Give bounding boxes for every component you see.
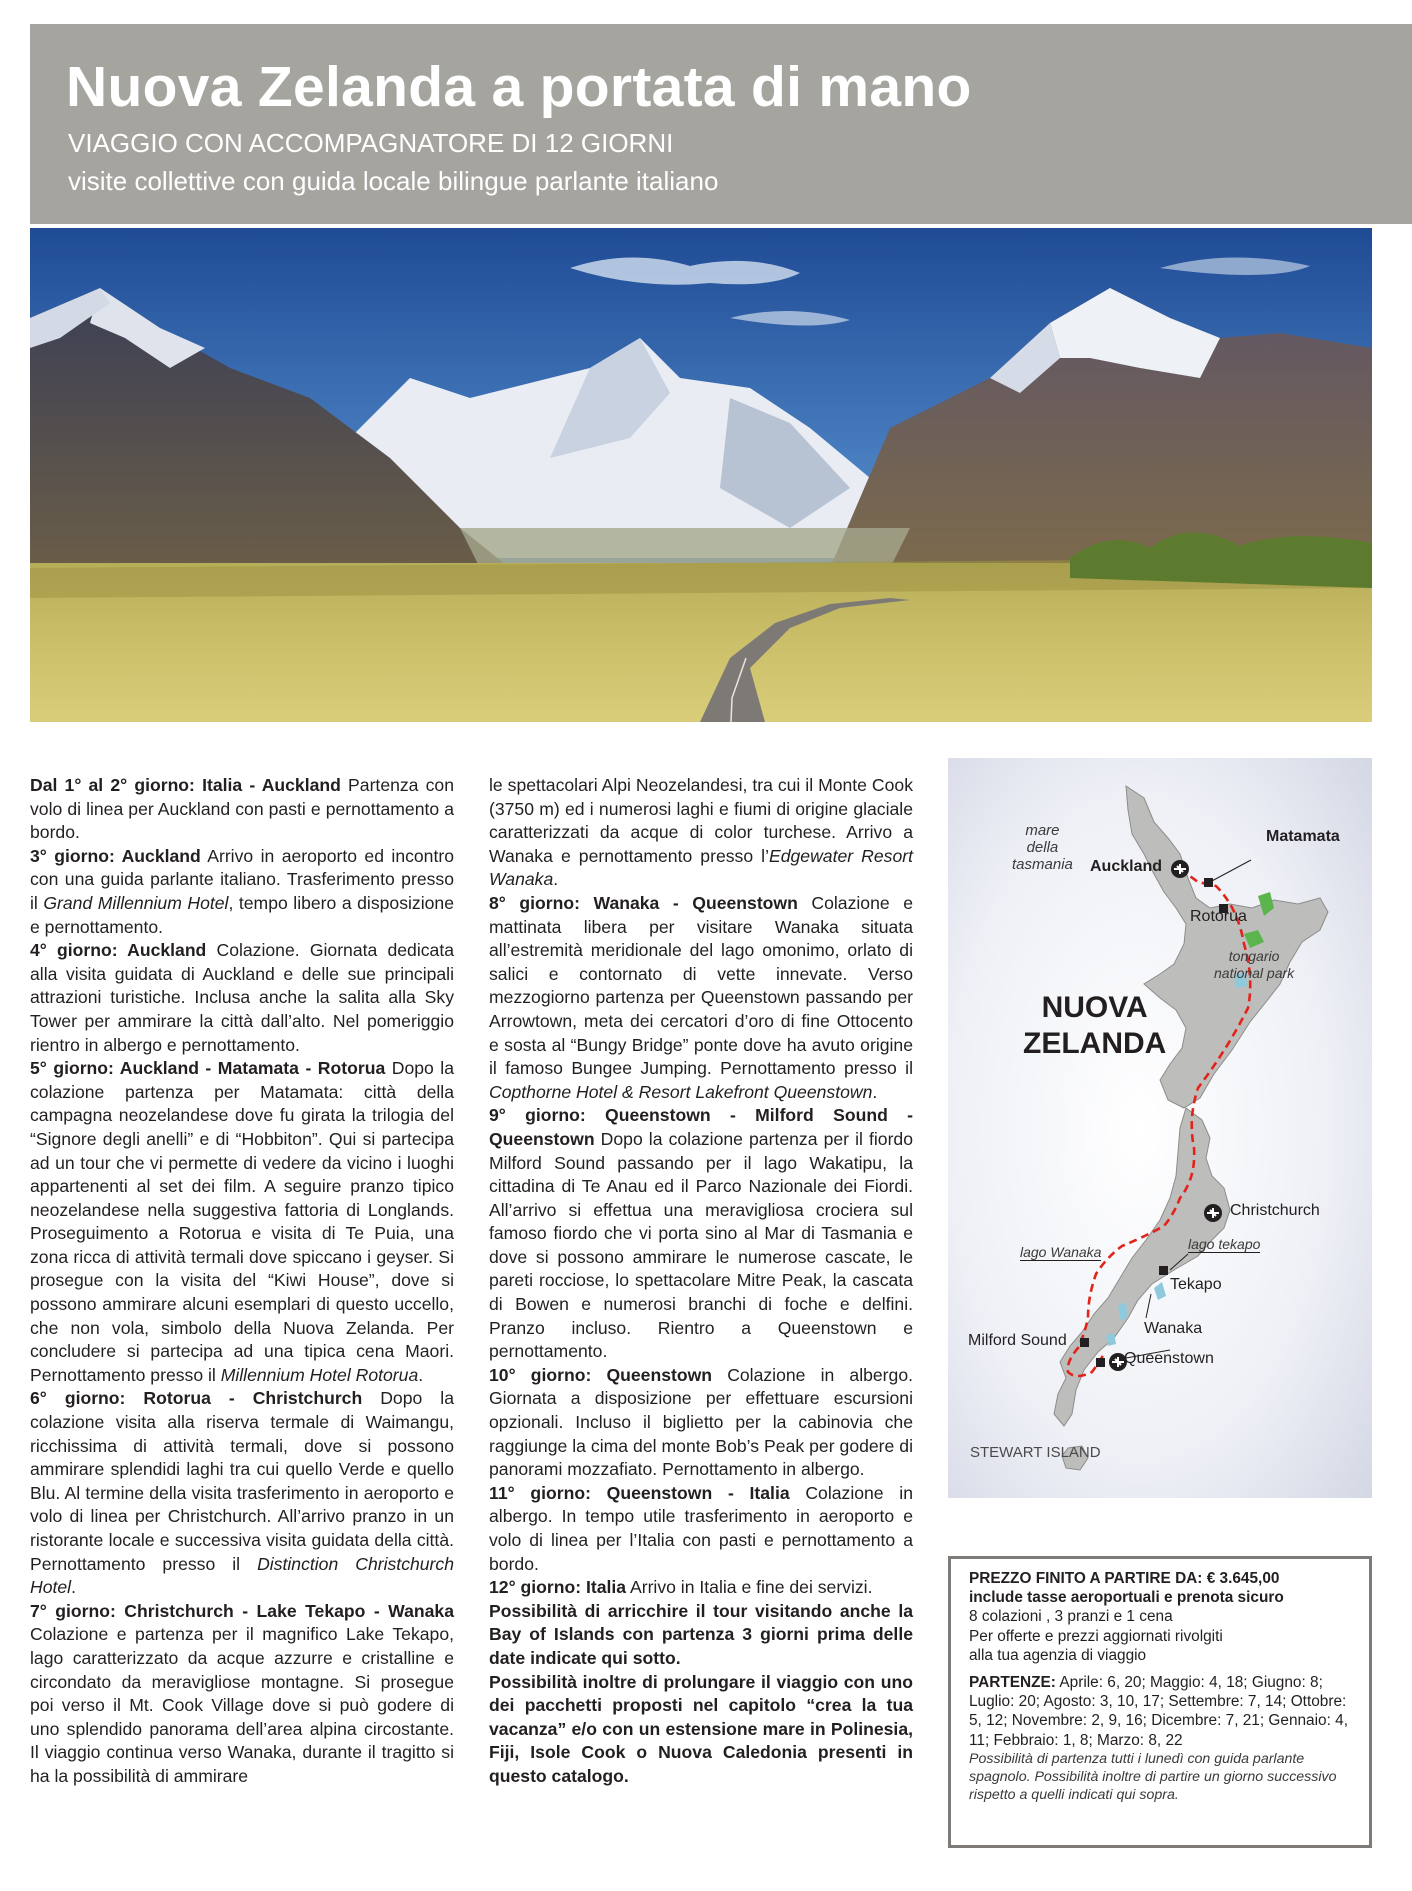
day-12 — [489, 1576, 913, 1600]
park-label-line-1: tongario — [1228, 948, 1280, 964]
day-7-cont-text: le spettacolari Alpi Neozelandesi, tra cui il Monte Cook (3750 m) ed i numerosi laghi e fiumi di origine glaciale caratterizzati da acque di color turchese. Arrivo a Wanaka e pernottamento presso l’ — [489, 775, 913, 866]
day-7-text: Colazione e partenza per il magnifico Lake Tekapo, lago caratterizzato da acque azzurre e cristalline e circondato da meravigliose montagne. Si prosegue poi verso il Mt. Cook Village dove si può godere di uno splendido panorama dell’area alpina circostante. Il viaggio continua verso Wanaka, durante il tragitto si ha la possibilità di ammirare — [30, 1624, 454, 1786]
city-marker-queenstown — [1096, 1358, 1105, 1367]
sea-label — [1012, 822, 1073, 873]
sea-label-line-3: tasmania — [1012, 856, 1073, 873]
landscape-photo — [30, 228, 1372, 722]
day-8-text: Colazione e mattinata libera per visitare Wanaka situata all’estremità meridionale del lago omonimo, orlato di salici e contornato di vette innevate. Verso mezzogiorno partenza per Queenstown passando per Arrowtown, meta dei cercatori d’oro di fine Ottocento e sosta al “Bungy Bridge” ponte dove ha avuto origine il famoso Bungee Jumping. Pernottamento presso il — [489, 892, 913, 1079]
day-12-heading: 12° giorno: Italia — [489, 1577, 627, 1598]
map-label-rotorua: Rotorua — [1190, 908, 1247, 925]
extra-bay-of-islands — [489, 1600, 913, 1671]
day-4-text: Colazione. Giornata dedicata alla visita guidata di Auckland e delle sue principali attrazioni turistiche. Inclusa anche la salita alla Sky Tower per ammirare la città dall’alto. Nel pomeriggio rientro in albergo e pernottamento. — [30, 940, 454, 1055]
day-3-heading: 3° giorno: Auckland — [30, 845, 201, 866]
departures — [969, 1673, 1355, 1750]
day-9-text: Dopo la colazione partenza per il fiordo Milford Sound passando per il lago Wakatipu, la cittadina di Te Anau ed il Parco Nazionale dei Fiordi. All’arrivo si effettua una meravigliosa crociera sul famoso fiordo che vi porta sino al Mar di Tasmania e dove si possono ammirare le numerose cascate, le pareti rocciose, lo spettacolare Mitre Peak, la cascata di Bowen e numerosi branchi di foche e delfini. Pranzo incluso. Rientro a Queenstown e pernottamento. — [489, 1128, 913, 1362]
day-8 — [489, 892, 913, 1104]
map-title-line-2: ZELANDA — [1023, 1027, 1167, 1060]
day-1-2-heading: Dal 1° al 2° giorno: Italia - Auckland — [30, 775, 341, 795]
day-5-text: Dopo la colazione partenza per Matamata: città della campagna neozelandese dove fu girata la trilogia del “Signore degli anelli” e di “Hobbiton”. Qui si partecipa ad un tour che vi permette di vedere da vicino i luoghi appartenenti al set dei film. A seguire pranzo tipico neozelandese nella suggestiva fattoria di Longlands. Proseguimento a Rotorua e visita di Te Puia, una zona ricca di attività termali dove spiccano i geyser. Si prosegue con la visita del “Kiwi House”, dove si possono ammirare alcuni esemplari di questo uccello, che non vola, simbolo della Nuova Zelanda. Per concludere si partecipa ad una tipica cena Maori. Pernottamento presso il — [30, 1058, 455, 1385]
page-title: Nuova Zelanda a portata di mano — [66, 55, 972, 119]
day-3 — [30, 845, 454, 939]
map-label-milford: Milford Sound — [968, 1332, 1067, 1349]
map-label-wanaka: Wanaka — [1144, 1320, 1203, 1337]
day-7 — [30, 1600, 454, 1789]
map-title-line-1: NUOVA — [1041, 991, 1148, 1024]
day-10-text: Colazione in albergo. Giornata a disposizione per effettuare escursioni opzionali. Incluso il biglietto per la cabinovia che raggiunge la cima del monte Bob’s Peak per godere di panorami mozzafiato. Pernottamento in albergo. — [489, 1364, 913, 1480]
airport-icon-christchurch — [1204, 1204, 1222, 1222]
day-5 — [30, 1057, 454, 1387]
day-5-heading: 5° giorno: Auckland - Matamata - Rotorua — [30, 1058, 386, 1079]
sea-label-line-2: della — [1026, 839, 1059, 856]
extra-extension-text: Possibilità inoltre di prolungare il viaggio con uno dei pacchetti proposti nel capitolo “crea la tua vacanza” e/o con un estensione mare in Polinesia, Fiji, Isole Cook o Nuova Caledonia presenti in questo catalogo. — [489, 1671, 913, 1786]
new-zealand-map — [948, 758, 1372, 1498]
extra-extension — [489, 1671, 913, 1789]
mountain-landscape-image — [30, 228, 1372, 722]
day-1-2-text: Partenza con volo di linea per Auckland con pasti e pernottamento a bordo. — [30, 775, 454, 843]
extra-bay-of-islands-text: Possibilità di arricchire il tour visitando anche la Bay of Islands con partenza 3 giorni prima delle date indicate qui sotto. — [489, 1600, 913, 1668]
departures-dates: Aprile: 6, 20; Maggio: 4, 18; Giugno: 8; Luglio: 20; Agosto: 3, 10, 17; Settembre: 7, 14; Ottobre: 5, 12; Novembre: 2, 9, 16; Dicembre: 7, 21; Gennaio: 4, 11; Febbraio: 1, 8; Marzo: 8, 22 — [969, 1674, 1348, 1749]
day-6 — [30, 1387, 454, 1599]
page-subtitle: VIAGGIO CON ACCOMPAGNATORE DI 12 GIORNI — [68, 128, 674, 158]
day-3-hotel: Grand Millennium Hotel — [43, 892, 229, 913]
day-5-text-end: . — [418, 1364, 424, 1385]
day-6-text-end: . — [71, 1577, 76, 1598]
departures-note: Possibilità di partenza tutti i lunedì con guida parlante spagnolo. Possibilità inoltre di partire un giorno successivo rispetto a quelli indicati qui sopra. — [969, 1750, 1337, 1803]
airport-icon-auckland — [1171, 860, 1189, 878]
day-12-text: Arrivo in Italia e fine dei servizi. — [626, 1577, 873, 1598]
day-3-text-end: , tempo libero a disposizione e pernottamento. — [30, 892, 454, 937]
day-1-2 — [30, 774, 454, 845]
city-marker-matamata — [1204, 878, 1213, 887]
city-marker-tekapo — [1159, 1266, 1168, 1275]
day-11 — [489, 1482, 913, 1576]
day-5-hotel: Millennium Hotel Rotorua — [220, 1364, 419, 1385]
meals-line: 8 colazioni , 3 pranzi e 1 cena — [969, 1608, 1173, 1626]
day-10-heading: 10° giorno: Queenstown — [489, 1364, 713, 1385]
day-7-hotel: Edgewater Resort Wanaka — [489, 845, 913, 890]
park-label-line-2: national park — [1214, 965, 1295, 981]
day-6-hotel: Distinction Christchurch Hotel — [30, 1553, 454, 1598]
day-9-heading: 9° giorno: Queenstown - Milford Sound - Queenstown — [489, 1105, 913, 1149]
map-title — [1023, 990, 1166, 1062]
price-box — [948, 1556, 1372, 1848]
map-label-lago-tekapo: lago tekapo — [1188, 1236, 1261, 1252]
map-label-tekapo: Tekapo — [1170, 1276, 1222, 1293]
day-11-heading: 11° giorno: Queenstown - Italia — [489, 1482, 790, 1503]
page-subline: visite collettive con guida locale bilingue parlante italiano — [68, 166, 719, 196]
map-label-queenstown: Queenstown — [1124, 1350, 1214, 1367]
header-banner — [30, 24, 1412, 224]
price-line: PREZZO FINITO A PARTIRE DA: € 3.645,00 — [969, 1570, 1280, 1587]
day-4-heading: 4° giorno: Auckland — [30, 940, 207, 961]
day-6-heading: 6° giorno: Rotorua - Christchurch — [30, 1388, 363, 1409]
day-11-text: Colazione in albergo. In tempo utile trasferimento in aeroporto e volo di linea per l’Italia con pasti e pernottamento a bordo. — [489, 1482, 914, 1574]
map-label-matamata: Matamata — [1266, 828, 1340, 845]
day-3-text: Arrivo in aeroporto ed incontro con una guida parlante italiano. Trasferimento presso il — [30, 845, 454, 913]
day-9 — [489, 1104, 913, 1364]
map-label-stewart: STEWART ISLAND — [970, 1444, 1101, 1461]
offers-line: Per offerte e prezzi aggiornati rivolgiti — [969, 1627, 1223, 1645]
price-includes: include tasse aeroportuali e prenota sicuro — [969, 1589, 1284, 1607]
map-label-auckland: Auckland — [1090, 858, 1163, 875]
itinerary-column-left — [30, 774, 454, 1789]
day-8-heading: 8° giorno: Wanaka - Queenstown — [489, 892, 798, 913]
day-4 — [30, 939, 454, 1057]
itinerary-column-right — [489, 774, 913, 1789]
day-7-continued — [489, 774, 913, 892]
map-label-lago-wanaka: lago Wanaka — [1020, 1244, 1102, 1260]
sea-label-line-1: mare — [1025, 822, 1060, 839]
map-label-christchurch: Christchurch — [1230, 1202, 1320, 1219]
city-marker-milford — [1080, 1338, 1089, 1347]
day-8-hotel: Copthorne Hotel & Resort Lakefront Queenstown — [489, 1081, 873, 1102]
day-8-text-end: . — [872, 1081, 878, 1102]
day-10 — [489, 1364, 913, 1482]
day-7-heading: 7° giorno: Christchurch - Lake Tekapo - Wanaka — [30, 1600, 454, 1621]
day-6-text: Dopo la colazione visita alla riserva termale di Waimangu, ricchissima di attività termali, dove si possono ammirare splendidi laghi tra cui quello Verde e quello Blu. Al termine della visita trasferimento in aeroporto e volo di linea per Christchurch. All’arrivo pranzo in un ristorante locale e successiva visita guidata della città. Pernottamento presso il — [30, 1388, 454, 1574]
day-7-cont-end: . — [553, 869, 559, 890]
park-label — [1214, 948, 1294, 982]
departures-label: PARTENZE: — [969, 1674, 1056, 1692]
agency-line: alla tua agenzia di viaggio — [969, 1646, 1147, 1664]
